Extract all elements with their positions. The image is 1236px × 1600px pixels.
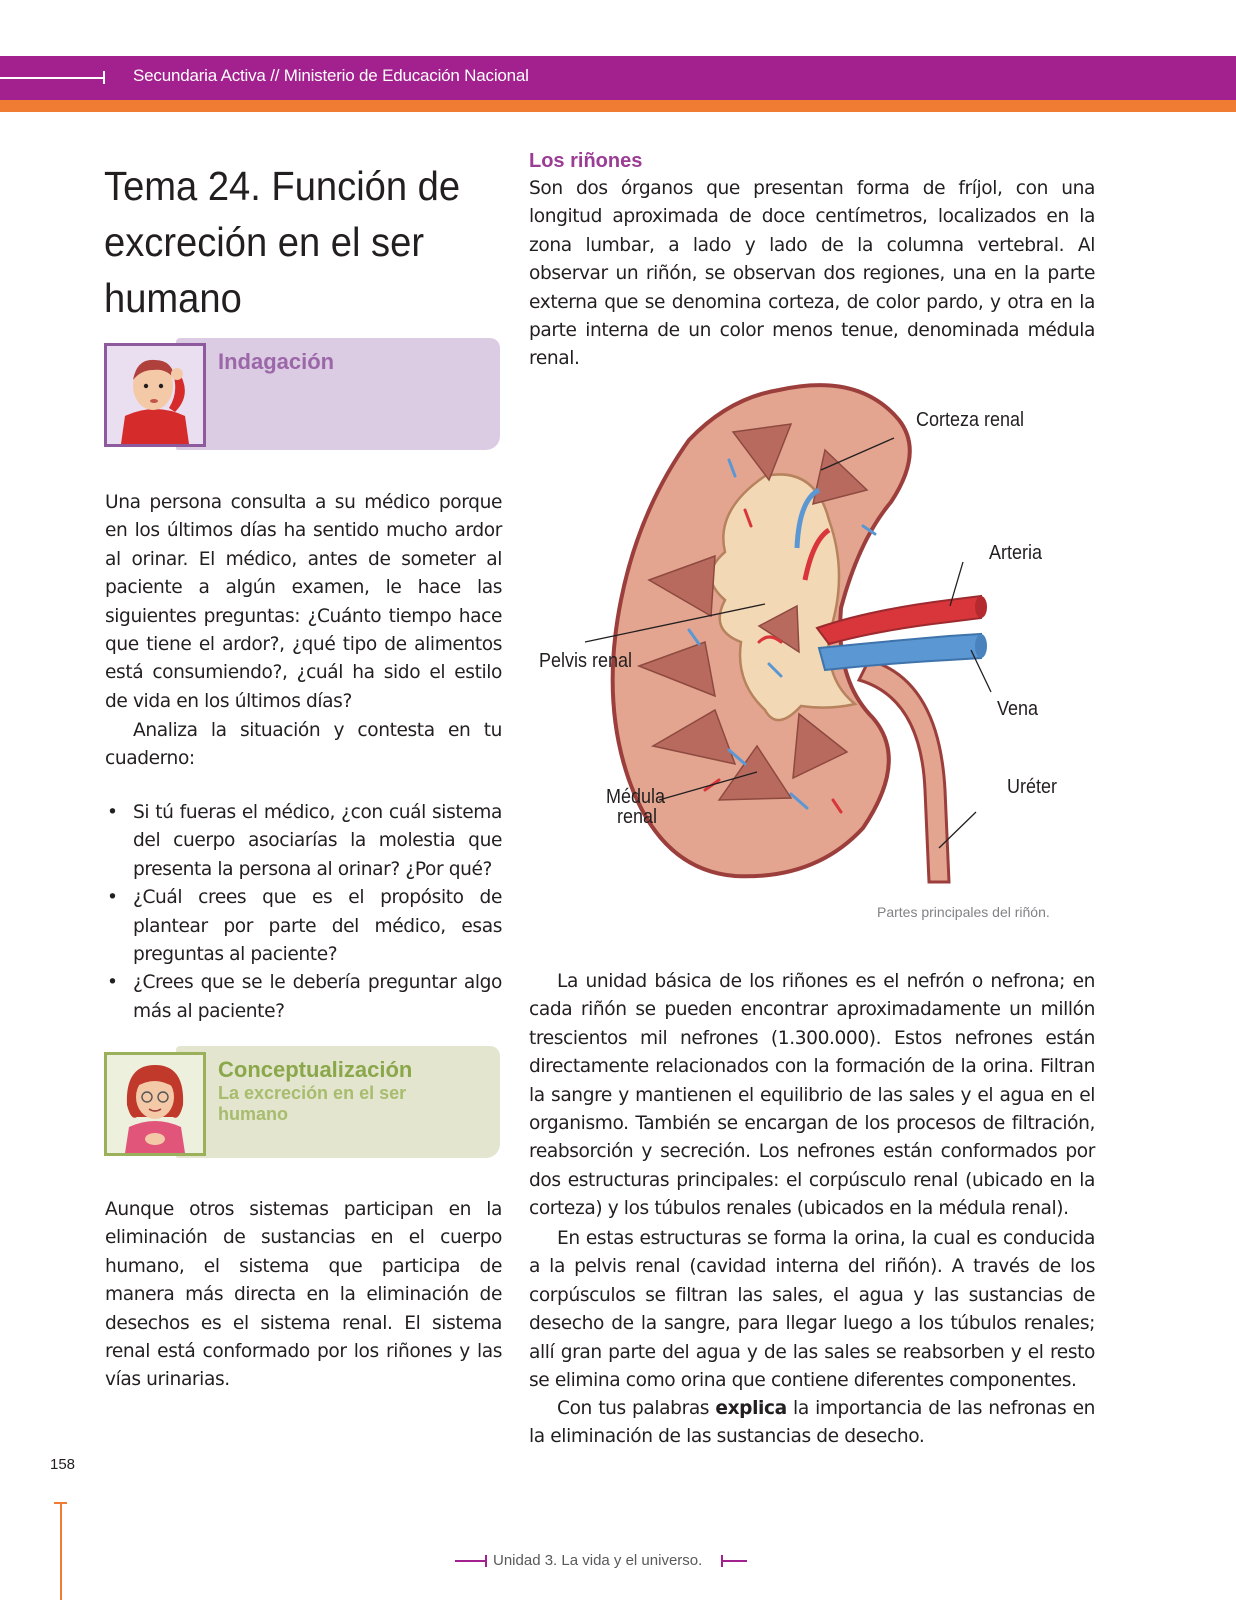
conceptualizacion-illustration <box>104 1052 206 1156</box>
header-rule <box>0 77 104 79</box>
kidney-description-paragraph: Son dos órganos que presentan forma de fríjol, con una longitud aproximada de doce centímetros, localizados en la zona lumbar, a lado y lado de la columna vertebral. Al observar un riñón, se observan dos regiones, una en la parte externa que se denomina corteza, de color pardo, y otra en la parte interna de un color menos tenue, denominada médula renal. <box>529 178 1095 370</box>
label-corteza-renal: Corteza renal <box>916 409 1025 431</box>
intro-paragraph: Una persona consulta a su médico porque en los últimos días ha sentido mucho ardor al orinar. El médico, antes de someter al paciente a algún examen, le hace las siguientes preguntas: ¿Cuánto tiempo hace que tiene el ardor?, ¿qué tipo de alimentos está consumiendo?, ¿cuál ha sido el estilo de vida en los últimos días? <box>105 492 502 712</box>
footer-unit-text: . La vida y el universo. <box>553 1552 703 1569</box>
label-ureter: Uréter <box>1007 776 1058 798</box>
urine-formation-paragraph: En estas estructuras se forma la orina, la cual es conducida a la pelvis renal (cavidad interna del riñón). A través de los corpúsculos se filtran las sales, el agua y las sustancias de desecho de la sangre, para llegar luego a los túbulos renales; allí gran parte del agua y de las sales se reabsorben y el resto se elimina como orina que contiene diferentes componentes. <box>529 1228 1095 1392</box>
activity-keyword: explica <box>715 1398 787 1419</box>
instruction-paragraph: Analiza la situación y contesta en tu cuaderno: <box>105 720 502 770</box>
indagacion-label: Indagación <box>218 349 335 374</box>
footer-rule-right <box>721 1560 747 1562</box>
list-item: • ¿Cuál crees que es el propósito de plantear por parte del médico, esas preguntas al paciente? <box>105 884 502 969</box>
activity-text-start: Con tus palabras <box>557 1398 716 1419</box>
label-medula-renal-line1: Médula <box>606 786 666 808</box>
girl-teacher-icon <box>107 1055 203 1153</box>
label-arteria: Arteria <box>989 542 1043 564</box>
list-item: • ¿Crees que se le debería preguntar algo más al paciente? <box>105 969 502 1026</box>
footer-unit-label: Unidad 3 <box>493 1552 554 1569</box>
footer-rule-left-tick <box>485 1555 487 1567</box>
question-list <box>105 799 502 1026</box>
thinking-boy-icon <box>107 346 203 444</box>
activity-paragraph <box>529 1395 1095 1452</box>
page-number: 158 <box>50 1456 76 1473</box>
footer-unit <box>493 1552 702 1569</box>
header-rule-tick <box>103 71 105 84</box>
page-title: Tema 24. Función de excreción en el ser humano <box>104 163 461 321</box>
conceptualizacion-label: Conceptualización <box>218 1057 413 1082</box>
footer-rule-left <box>455 1560 486 1562</box>
figure-caption: Partes principales del riñón. <box>877 904 1050 920</box>
footer-margin-rule <box>60 1502 62 1600</box>
indagacion-illustration <box>104 343 206 447</box>
header-accent-stripe <box>0 100 1236 112</box>
label-pelvis-renal: Pelvis renal <box>539 650 633 672</box>
label-medula-renal-line2: renal <box>617 806 658 828</box>
activity-text-end: la importancia de las nefronas en la eliminación de las sustancias de desecho. <box>529 1398 1095 1448</box>
section-heading: Los riñones <box>529 150 643 172</box>
renal-system-paragraph: Aunque otros sistemas participan en la eliminación de sustancias en el cuerpo humano, el sistema que participa de manera más directa en la eliminación de desechos es el sistema renal. El sistema renal está conformado por los riñones y las vías urinarias. <box>105 1199 502 1391</box>
label-vena: Vena <box>997 698 1039 720</box>
header-text: Secundaria Activa // Ministerio de Educación Nacional <box>133 66 529 85</box>
conceptualizacion-subtitle: La excreción en el ser humano <box>218 1083 407 1124</box>
list-item: • Si tú fueras el médico, ¿con cuál sistema del cuerpo asociarías la molestia que presenta la persona al orinar? ¿Por qué? <box>105 799 502 884</box>
nephron-paragraph: La unidad básica de los riñones es el nefrón o nefrona; en cada riñón se pueden encontrar aproximadamente un millón trescientos mil nefrones (1.300.000). Estos nefrones están directamente relacionados con la formación de la orina. Filtran la sangre y mantienen el equilibrio de las sales y el agua en el organismo. También se encargan de los procesos de filtración, reabsorción y secreción. Los nefrones están conformados por dos estructuras principales: el corpúsculo renal (ubicado en la corteza) y los túbulos renales (ubicados en la médula renal). <box>529 971 1095 1220</box>
kidney-diagram <box>529 380 1095 930</box>
